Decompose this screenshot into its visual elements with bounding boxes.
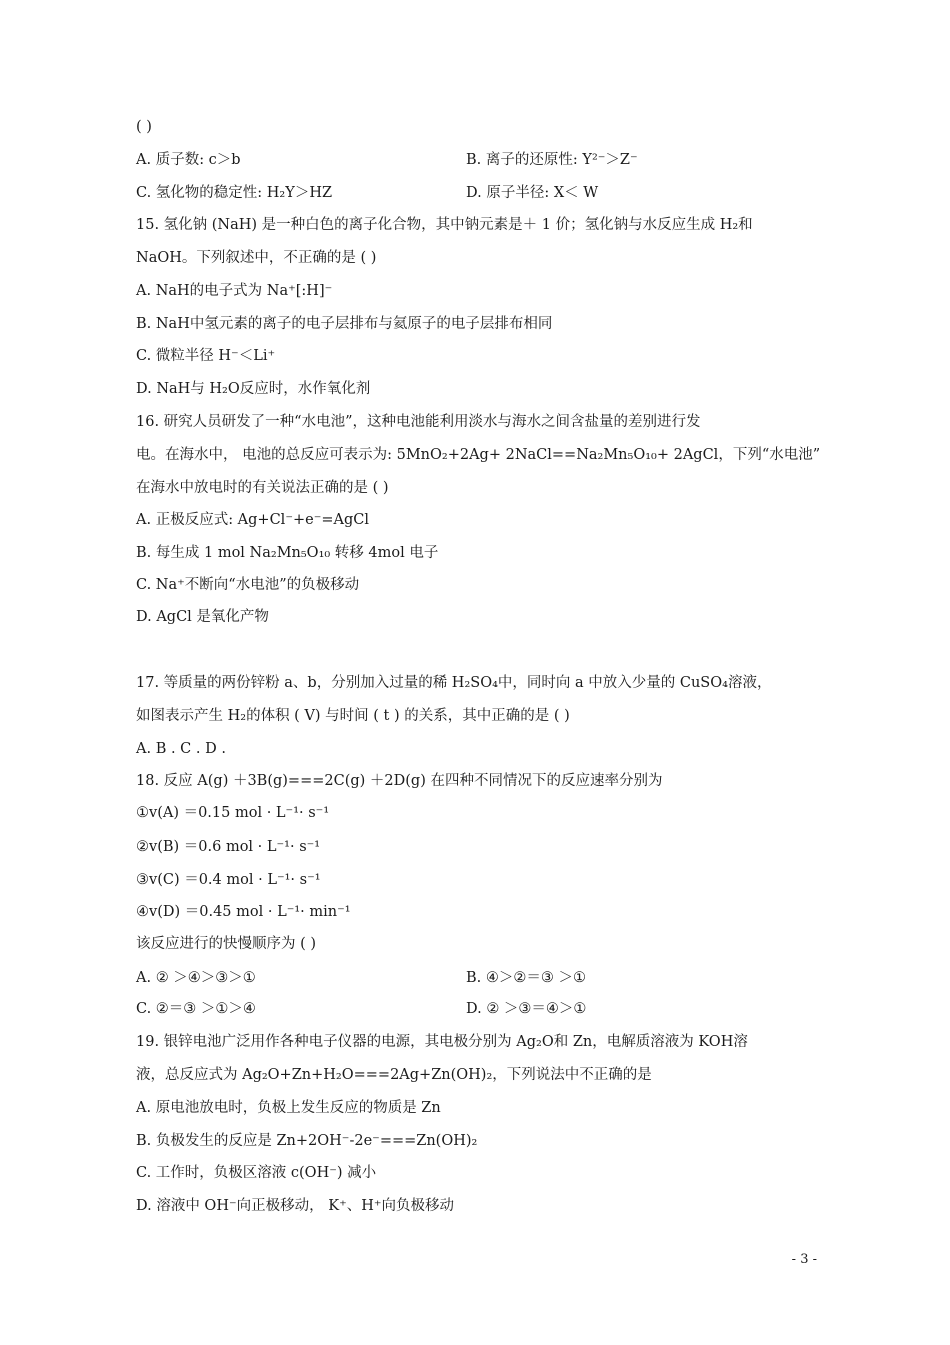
- q18-rate-3: ③v(C) ＝0.4 mol · L⁻¹· s⁻¹: [136, 872, 321, 888]
- q18-stem: 18. 反应 A(g) ＋3B(g)===2C(g) ＋2D(g) 在四种不同情况下的反应速率分别为: [136, 773, 663, 789]
- q16-stem-line3: 在海水中放电时的有关说法正确的是 ( ): [136, 480, 389, 496]
- q15-stem-line2: NaOH。下列叙述中，不正确的是 ( ): [136, 250, 377, 266]
- q18-rate-1: ①v(A) ＝0.15 mol · L⁻¹· s⁻¹: [136, 805, 330, 821]
- q15-option-a: A. NaH的电子式为 Na⁺[:H]⁻: [136, 283, 333, 299]
- q16-option-c: C. Na⁺不断向“水电池”的负极移动: [136, 577, 360, 593]
- q18-question: 该反应进行的快慢顺序为 ( ): [136, 936, 317, 952]
- top-paren: ( ): [136, 119, 152, 135]
- q14-option-b: B. 离子的还原性: Y²⁻＞Z⁻: [466, 152, 638, 168]
- q16-option-b: B. 每生成 1 mol Na₂Mn₅O₁₀ 转移 4mol 电子: [136, 545, 439, 561]
- page-number: - 3 -: [791, 1252, 817, 1267]
- q19-stem-line2: 液，总反应式为 Ag₂O+Zn+H₂O===2Ag+Zn(OH)₂，下列说法中不正确的是: [136, 1067, 652, 1083]
- q15-option-b: B. NaH中氢元素的离子的电子层排布与氦原子的电子层排布相同: [136, 316, 553, 332]
- q18-option-d: D. ② ＞③＝④＞①: [466, 1001, 587, 1017]
- q18-rate-4: ④v(D) ＝0.45 mol · L⁻¹· min⁻¹: [136, 904, 351, 920]
- q17-stem-line2: 如图表示产生 H₂的体积 ( V) 与时间 ( t ) 的关系，其中正确的是 ( ): [136, 708, 570, 724]
- q15-option-d: D. NaH与 H₂O反应时，水作氧化剂: [136, 381, 371, 397]
- q19-option-a: A. 原电池放电时，负极上发生反应的物质是 Zn: [136, 1100, 441, 1116]
- q16-option-d: D. AgCl 是氧化产物: [136, 609, 269, 625]
- q18-rate-2: ②v(B) ＝0.6 mol · L⁻¹· s⁻¹: [136, 839, 321, 855]
- q14-option-d: D. 原子半径: X＜ W: [466, 185, 599, 201]
- q14-option-a: A. 质子数: c＞b: [136, 152, 241, 168]
- q19-stem-line1: 19. 银锌电池广泛用作各种电子仪器的电源，其电极分别为 Ag₂O和 Zn，电解质溶液为 KOH溶: [136, 1034, 748, 1050]
- q18-option-b: B. ④＞②＝③ ＞①: [466, 970, 586, 986]
- q14-option-c: C. 氢化物的稳定性: H₂Y＞HZ: [136, 185, 333, 201]
- q15-stem-line1: 15. 氢化钠 (NaH) 是一种白色的离子化合物，其中钠元素是＋ 1 价；氢化钠与水反应生成 H₂和: [136, 217, 753, 233]
- q18-option-a: A. ② ＞④＞③＞①: [136, 970, 256, 986]
- q19-option-d: D. 溶液中 OH⁻向正极移动， K⁺、H⁺向负极移动: [136, 1198, 455, 1214]
- q19-option-b: B. 负极发生的反应是 Zn+2OH⁻-2e⁻===Zn(OH)₂: [136, 1133, 478, 1149]
- q17-options: A. B . C . D .: [136, 741, 226, 757]
- q15-option-c: C. 微粒半径 H⁻＜Li⁺: [136, 348, 276, 364]
- q19-option-c: C. 工作时，负极区溶液 c(OH⁻) 减小: [136, 1165, 377, 1181]
- q16-stem-line1: 16. 研究人员研发了一种“水电池”，这种电池能利用淡水与海水之间含盐量的差别进行发: [136, 414, 701, 430]
- q18-option-c: C. ②＝③ ＞①＞④: [136, 1001, 256, 1017]
- q16-stem-line2: 电。在海水中， 电池的总反应可表示为: 5MnO₂+2Ag+ 2NaCl==Na₂Mn₅O₁₀+ 2AgCl，下列“水电池”: [136, 447, 821, 463]
- q17-stem-line1: 17. 等质量的两份锌粉 a、b，分别加入过量的稀 H₂SO₄中，同时向 a 中放入少量的 CuSO₄溶液，: [136, 675, 772, 691]
- q16-option-a: A. 正极反应式: Ag+Cl⁻+e⁻=AgCl: [136, 512, 369, 528]
